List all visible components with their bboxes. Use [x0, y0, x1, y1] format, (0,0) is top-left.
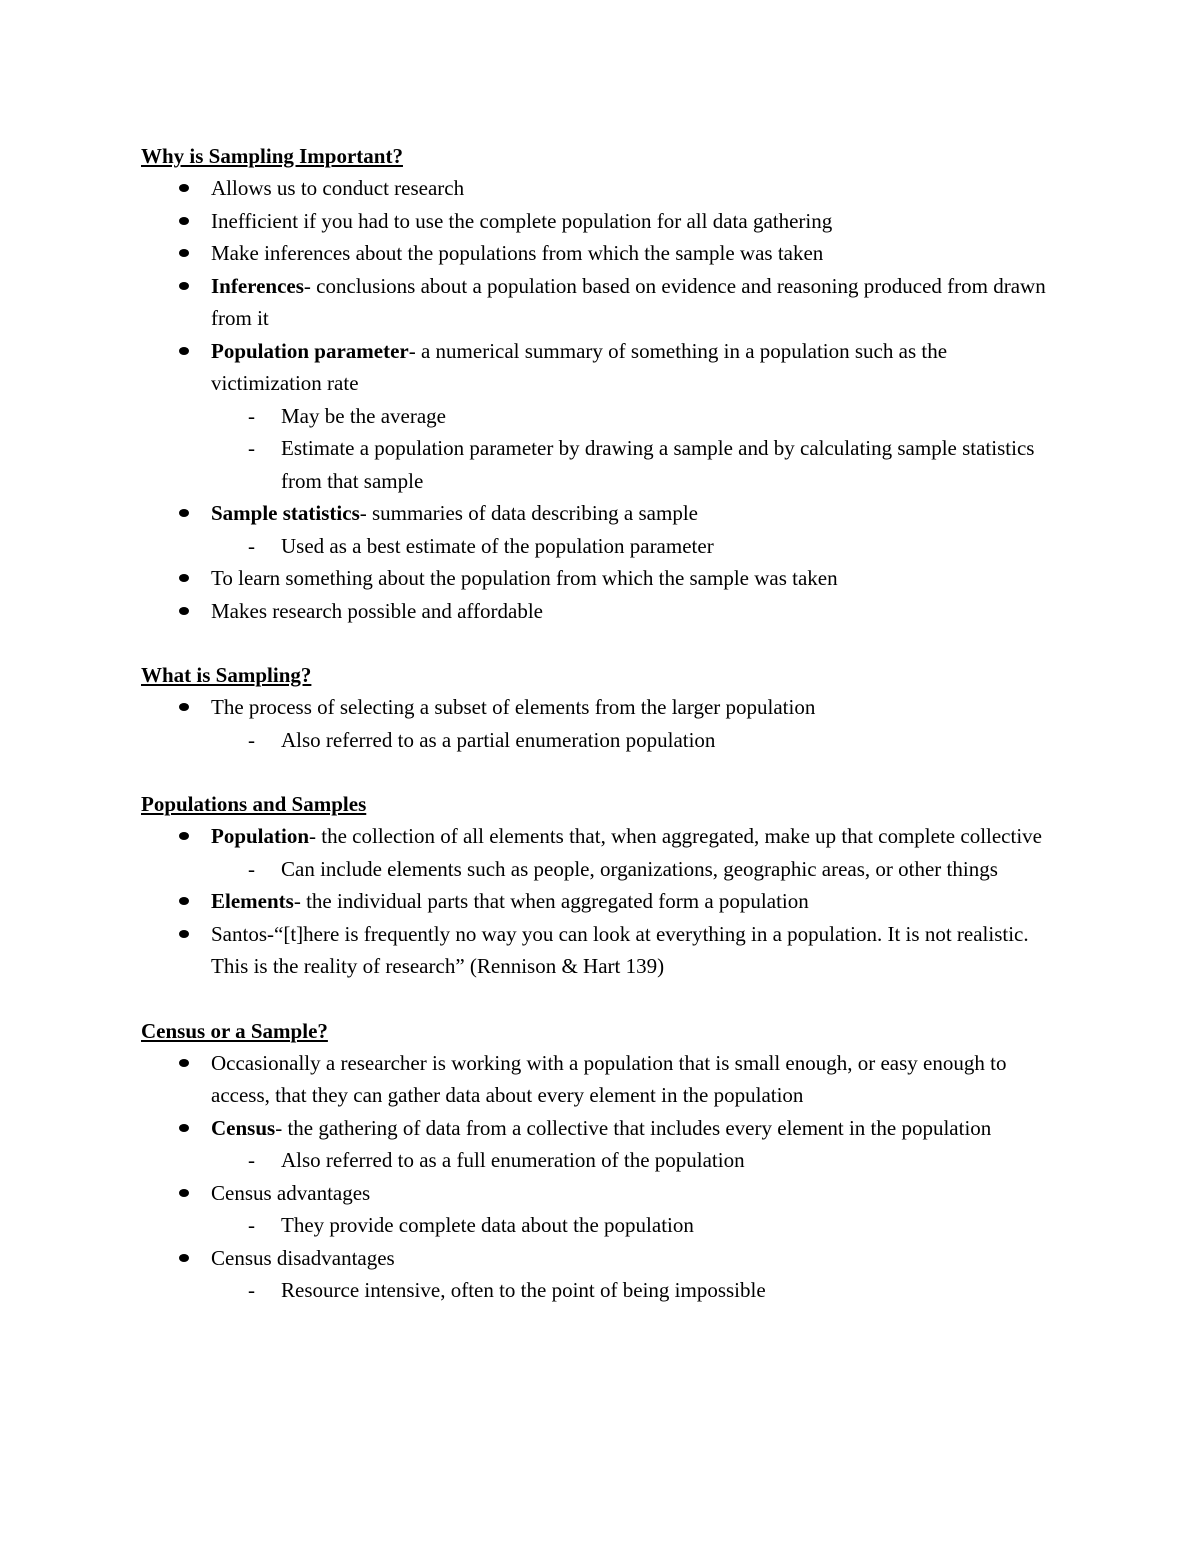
- bullet-icon: [179, 509, 189, 517]
- list-item: [141, 270, 1061, 335]
- bullet-icon: [179, 832, 189, 840]
- list-item: [141, 885, 1061, 918]
- item-content: [211, 1246, 395, 1270]
- item-content: [211, 695, 815, 719]
- item-content: [211, 922, 1029, 979]
- item-content: [211, 176, 464, 200]
- bullet-list: [141, 691, 1061, 756]
- list-item: [141, 1047, 1061, 1112]
- item-content: [211, 1181, 370, 1205]
- item-content: [211, 889, 809, 913]
- item-text: Inefficient if you had to use the complete population for all data gathering: [211, 208, 833, 233]
- item-text: Santos-“[t]here is frequently no way you can look at everything in a population. It is not realistic. This is the reality of research” (Rennison & Hart 139): [211, 921, 1029, 978]
- item-content: [211, 209, 832, 233]
- defined-term: Sample statistics: [211, 501, 360, 525]
- sub-item-text: Also referred to as a partial enumeration population: [281, 727, 716, 752]
- bullet-list: [141, 820, 1061, 983]
- list-item: [141, 1112, 1061, 1177]
- sub-item-text: Also referred to as a full enumeration of the population: [281, 1148, 745, 1172]
- item-text: The process of selecting a subset of elements from the larger population: [211, 695, 816, 719]
- section-heading: Census or a Sample?: [141, 1018, 328, 1043]
- bullet-icon: [179, 1254, 189, 1262]
- bullet-icon: [179, 703, 189, 711]
- item-text: - summaries of data describing a sample: [359, 501, 698, 525]
- item-content: [211, 599, 543, 623]
- bullet-icon: [179, 930, 189, 938]
- dash-marker-icon: -: [248, 1148, 255, 1172]
- sub-item-text: May be the average: [281, 403, 446, 428]
- list-item: [141, 820, 1061, 885]
- bullet-list: [141, 1047, 1061, 1307]
- defined-term: Census: [211, 1115, 276, 1140]
- bullet-icon: [179, 347, 189, 355]
- bullet-icon: [179, 249, 189, 257]
- sub-list-item: [211, 400, 1061, 433]
- sub-list: [211, 530, 1061, 563]
- item-text: Makes research possible and affordable: [211, 598, 543, 623]
- dash-marker-icon: -: [248, 1278, 255, 1302]
- item-content: [211, 566, 838, 590]
- bullet-icon: [179, 574, 189, 582]
- dash-marker-icon: -: [248, 436, 255, 460]
- item-content: [211, 241, 823, 265]
- bullet-icon: [179, 1124, 189, 1132]
- item-content: [211, 1116, 991, 1140]
- section: [141, 659, 1061, 756]
- item-text: - the collection of all elements that, when aggregated, make up that complete collective: [309, 824, 1042, 848]
- section-heading: Why is Sampling Important?: [141, 144, 403, 168]
- item-text: Occasionally a researcher is working with a population that is small enough, or easy enough to access, that they can gather data about every element in the population: [211, 1050, 1007, 1107]
- list-item: [141, 595, 1061, 628]
- item-text: - the individual parts that when aggregated form a population: [293, 889, 809, 913]
- sub-list: [211, 853, 1061, 886]
- sub-list-item: [211, 724, 1061, 757]
- sub-list: [211, 1274, 1061, 1307]
- list-item: [141, 237, 1061, 270]
- list-item: [141, 918, 1061, 983]
- bullet-list: [141, 172, 1061, 627]
- bullet-icon: [179, 607, 189, 615]
- item-text: - a numerical summary of something in a population such as the victimization rate: [211, 338, 948, 395]
- sub-item-text: Estimate a population parameter by drawing a sample and by calculating sample statistics from that sample: [281, 436, 1035, 493]
- dash-marker-icon: -: [248, 533, 255, 558]
- bullet-icon: [179, 217, 189, 225]
- defined-term: Population parameter: [211, 338, 409, 363]
- list-item: [141, 562, 1061, 595]
- item-text: - conclusions about a population based on evidence and reasoning produced from drawn from it: [211, 273, 1046, 330]
- item-text: To learn something about the population from which the sample was taken: [211, 566, 838, 590]
- bullet-icon: [179, 282, 189, 290]
- defined-term: Elements: [211, 889, 294, 913]
- item-content: [211, 339, 947, 396]
- dash-marker-icon: -: [248, 727, 255, 752]
- item-text: Census advantages: [211, 1180, 371, 1205]
- sub-list: [211, 400, 1061, 498]
- section-heading: Populations and Samples: [141, 792, 367, 816]
- sub-list-item: [211, 1144, 1061, 1177]
- dash-marker-icon: -: [248, 856, 255, 881]
- bullet-icon: [179, 1059, 189, 1067]
- bullet-icon: [179, 184, 189, 192]
- item-content: [211, 501, 698, 525]
- bullet-icon: [179, 897, 189, 905]
- sub-list-item: [211, 1274, 1061, 1307]
- section: [141, 140, 1061, 627]
- sub-item-text: Resource intensive, often to the point of being impossible: [281, 1278, 766, 1302]
- item-content: [211, 824, 1042, 848]
- section-heading: What is Sampling?: [141, 663, 312, 687]
- sub-list-item: [211, 432, 1061, 497]
- sub-list: [211, 724, 1061, 757]
- section: [141, 788, 1061, 983]
- item-content: [211, 274, 1046, 331]
- list-item: [141, 497, 1061, 562]
- item-content: [211, 1051, 1006, 1108]
- sub-item-text: They provide complete data about the population: [281, 1213, 694, 1237]
- dash-marker-icon: -: [248, 403, 255, 428]
- sub-list-item: [211, 530, 1061, 563]
- list-item: [141, 205, 1061, 238]
- sub-list-item: [211, 853, 1061, 886]
- list-item: [141, 1177, 1061, 1242]
- document-body: [141, 140, 1061, 1339]
- item-text: Census disadvantages: [211, 1245, 395, 1270]
- list-item: [141, 691, 1061, 756]
- defined-term: Population: [211, 824, 310, 848]
- defined-term: Inferences: [211, 273, 304, 298]
- dash-marker-icon: -: [248, 1213, 255, 1237]
- sub-item-text: Used as a best estimate of the population parameter: [281, 533, 714, 558]
- list-item: [141, 335, 1061, 498]
- bullet-icon: [179, 1189, 189, 1197]
- sub-list: [211, 1209, 1061, 1242]
- section: [141, 1015, 1061, 1307]
- item-text: Make inferences about the populations from which the sample was taken: [211, 241, 824, 265]
- list-item: [141, 1242, 1061, 1307]
- item-text: Allows us to conduct research: [211, 176, 465, 200]
- sub-list-item: [211, 1209, 1061, 1242]
- list-item: [141, 172, 1061, 205]
- sub-item-text: Can include elements such as people, organizations, geographic areas, or other things: [281, 856, 998, 881]
- item-text: - the gathering of data from a collective that includes every element in the population: [275, 1115, 992, 1140]
- sub-list: [211, 1144, 1061, 1177]
